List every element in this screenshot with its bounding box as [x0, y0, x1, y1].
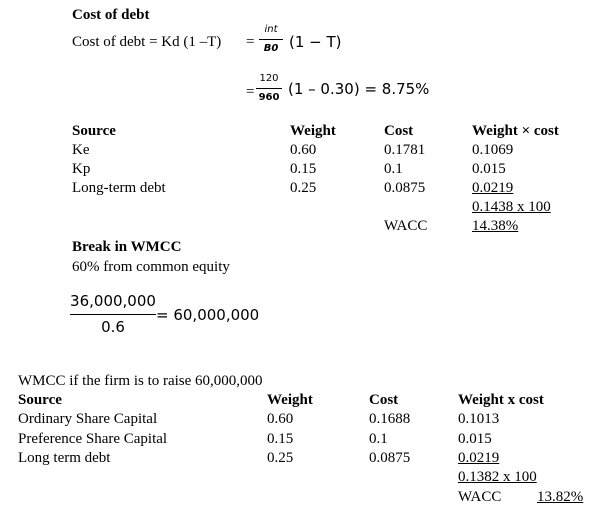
cost-of-debt-title: Cost of debt: [72, 7, 150, 23]
table1-row-ke-cost: 0.1781: [384, 142, 426, 158]
table2-row-debt-cost: 0.0875: [369, 450, 411, 466]
table1-row-debt-cost: 0.0875: [384, 180, 426, 196]
table2-wacc-label: WACC: [458, 489, 502, 505]
one-minus-t: (1 − T): [289, 33, 342, 51]
break-numerator: 36,000,000: [70, 292, 156, 310]
table2-header-weight-cost: Weight x cost: [458, 392, 544, 408]
table2-row-ordinary-cost: 0.1688: [369, 411, 411, 427]
table2-row-ordinary-product: 0.1013: [458, 411, 500, 427]
fraction-numerator: int: [264, 24, 278, 35]
table2-header-source: Source: [18, 392, 62, 408]
break-result: = 60,000,000: [156, 306, 260, 324]
table2-header-cost: Cost: [369, 392, 399, 408]
table2-intro: WMCC if the firm is to raise 60,000,000: [18, 373, 263, 389]
table1-header-weight-cost: Weight × cost: [472, 123, 559, 139]
table1-row-kp-cost: 0.1: [384, 161, 403, 177]
table1-row-debt-source: Long-term debt: [72, 180, 166, 196]
break-denominator: 0.6: [101, 318, 125, 336]
table2-product-line: 0.1382 x 100: [458, 469, 537, 485]
table1-wacc-value: 14.38%: [472, 218, 519, 234]
table2-header-weight: Weight: [267, 392, 313, 408]
table2-row-debt-weight: 0.25: [267, 450, 294, 466]
fraction-bar: [256, 88, 282, 89]
table1-row-ke-product: 0.1069: [472, 142, 514, 158]
table1-product-line: 0.1438 x 100: [472, 199, 551, 215]
int-over-b0-fraction: [259, 24, 283, 58]
table1-row-kp-source: Kp: [72, 161, 91, 177]
table2-row-debt-product: 0.0219: [458, 450, 500, 466]
table2-row-ordinary-weight: 0.60: [267, 411, 294, 427]
fraction-bar: [70, 314, 156, 315]
equals-sign: =: [246, 34, 255, 50]
table2-row-preference-product: 0.015: [458, 431, 492, 447]
table2-row-preference-source: Preference Share Capital: [18, 431, 168, 447]
equals-sign-2: =: [246, 84, 255, 100]
table2-row-ordinary-source: Ordinary Share Capital: [18, 411, 158, 427]
cost-of-debt-formula: Cost of debt = Kd (1 –T): [72, 34, 222, 50]
table1-row-kp-weight: 0.15: [290, 161, 317, 177]
table1-row-ke-weight: 0.60: [290, 142, 317, 158]
table1-row-debt-product: 0.0219: [472, 180, 514, 196]
cost-of-debt-result: (1 – 0.30) = 8.75%: [288, 80, 430, 98]
table1-row-kp-product: 0.015: [472, 161, 506, 177]
break-title: Break in WMCC: [72, 239, 182, 255]
table1-header-weight: Weight: [290, 123, 336, 139]
fraction-numerator: 120: [259, 73, 279, 84]
break-fraction: [70, 292, 156, 340]
table1-row-debt-weight: 0.25: [290, 180, 317, 196]
table1-header-cost: Cost: [384, 123, 414, 139]
break-subtitle: 60% from common equity: [72, 259, 230, 275]
fraction-bar: [259, 39, 283, 40]
table1-wacc-label: WACC: [384, 218, 428, 234]
table1-row-ke-source: Ke: [72, 142, 90, 158]
120-over-960-fraction: [256, 73, 282, 107]
table2-row-preference-weight: 0.15: [267, 431, 294, 447]
fraction-denominator: 960: [258, 92, 280, 103]
table2-row-preference-cost: 0.1: [369, 431, 388, 447]
table2-row-debt-source: Long term debt: [18, 450, 111, 466]
table1-header-source: Source: [72, 123, 116, 139]
fraction-denominator: B0: [263, 43, 279, 54]
table2-wacc-value: 13.82%: [537, 489, 584, 505]
